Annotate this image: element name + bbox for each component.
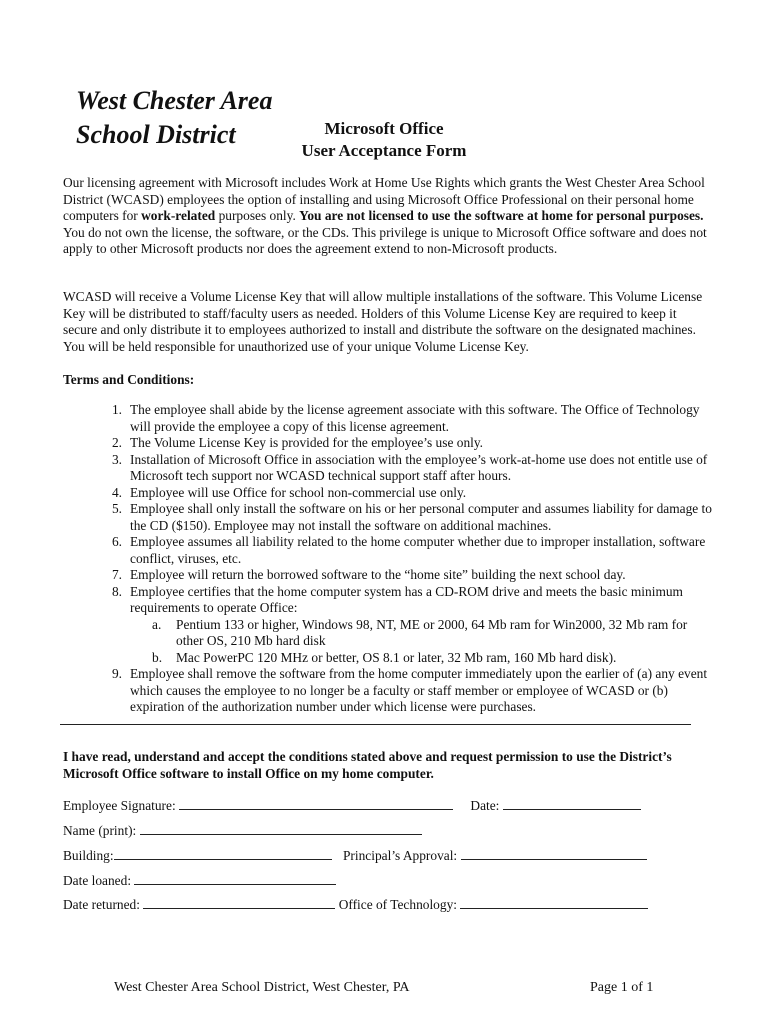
date-returned-row	[63, 896, 648, 913]
term-number: 8.	[111, 583, 122, 599]
term-number: 5.	[111, 501, 122, 516]
footer-page-number: Page 1 of 1	[590, 980, 654, 995]
principal-approval-field[interactable]	[461, 847, 647, 860]
terms-list	[96, 402, 716, 716]
intro-text: You do not own the license, the software, or the CDs. This privilege is unique to Microsoft Office software and does not apply to other Microsoft products nor does the agreement extend to non-Microsoft products.	[63, 224, 707, 256]
term-text: Employee certifies that the home computer system has a CD-ROM drive and meets the basic minimum requirements to operate Office:	[130, 583, 683, 615]
building-field[interactable]	[114, 847, 332, 860]
name-print-field[interactable]	[140, 822, 422, 835]
term-item	[96, 584, 716, 617]
term-item	[96, 666, 716, 716]
intro-paragraph-2: WCASD will receive a Volume License Key that will allow multiple installations of the software. This Volume License Key will be distributed to staff/faculty users as needed. Holders of this Volume License Key are required to keep it secure and only distribute it to employees authorized to install and distribute the software on the designated machines. You will be held responsible for unauthorized use of your unique Volume License Key.	[63, 289, 703, 354]
office-of-technology-field[interactable]	[460, 896, 648, 909]
intro-text: Our licensing agreement with Microsoft includes Work at Home Use Rights which grants the West Chester Area School District (WCASD) employees the option of installing and using Microsoft Office Professional on their personal home computers for	[63, 175, 705, 223]
terms-heading: Terms and Conditions:	[63, 372, 195, 387]
date-loaned-label: Date loaned:	[63, 873, 132, 888]
employee-signature-field[interactable]	[179, 797, 453, 810]
term-sub-number: a.	[152, 616, 162, 632]
term-item	[96, 567, 716, 584]
office-of-technology-label: Office of Technology:	[338, 897, 457, 912]
intro-warning: You are not licensed to use the software at home for personal purposes.	[299, 208, 704, 223]
term-text: Installation of Microsoft Office in association with the employee’s work-at-home use does not entitle use of Microsoft tech support nor WCASD technical support staff after hours.	[130, 451, 708, 483]
logo-line-2: School District	[76, 120, 236, 149]
building-row	[63, 847, 647, 864]
principal-approval-label: Principal’s Approval:	[342, 848, 458, 863]
term-text: Employee will use Office for school non-commercial use only.	[130, 484, 467, 500]
form-title-line-1: Microsoft Office	[324, 119, 444, 138]
term-sub-number: b.	[152, 649, 163, 665]
footer-district: West Chester Area School District, West Chester, PA	[114, 980, 410, 995]
term-sub-text: Mac PowerPC 120 MHz or better, OS 8.1 or later, 32 Mb ram, 160 Mb hard disk).	[176, 649, 617, 665]
term-number: 2.	[111, 435, 122, 450]
term-item	[96, 501, 716, 534]
form-title-line-2: User Acceptance Form	[301, 141, 467, 160]
employee-signature-label: Employee Signature:	[63, 798, 176, 813]
term-item	[96, 402, 716, 435]
term-text: The employee shall abide by the license agreement associate with this software. The Office of Technology will provide the employee a copy of this license agreement.	[130, 402, 700, 434]
signature-row	[63, 797, 641, 814]
section-divider	[60, 724, 691, 725]
intro-text: purposes only.	[215, 208, 300, 223]
term-sub-item	[96, 650, 716, 667]
date-returned-field[interactable]	[143, 896, 335, 909]
term-item	[96, 435, 716, 452]
date-loaned-field[interactable]	[134, 872, 336, 885]
form-title	[296, 118, 472, 162]
term-sub-item	[96, 617, 716, 650]
term-number: 1.	[111, 402, 122, 417]
building-label: Building:	[63, 848, 114, 863]
logo-line-1: West Chester Area	[76, 86, 273, 115]
term-number: 6.	[111, 534, 122, 549]
term-sub-text: Pentium 133 or higher, Windows 98, NT, ME or 2000, 64 Mb ram for Win2000, 32 Mb ram for other OS, 210 Mb hard disk	[176, 616, 688, 648]
term-item	[96, 534, 716, 567]
term-text: The Volume License Key is provided for the employee’s use only.	[130, 435, 484, 450]
district-logo	[76, 84, 272, 152]
term-text: Employee shall only install the software on his or her personal computer and assumes liability for damage to the CD ($150). Employee may not install the software on additional machines.	[130, 501, 712, 533]
term-item	[96, 452, 716, 485]
term-number: 3.	[111, 451, 122, 467]
term-item	[96, 485, 716, 502]
name-row	[63, 822, 422, 839]
intro-emphasis: work-related	[141, 208, 216, 223]
date-label: Date:	[470, 798, 500, 813]
date-field[interactable]	[503, 797, 641, 810]
term-text: Employee will return the borrowed software to the “home site” building the next school day.	[130, 567, 626, 582]
term-text: Employee assumes all liability related to the home computer whether due to improper installation, software conflict, viruses, etc.	[130, 534, 706, 566]
intro-paragraph-1	[63, 175, 713, 258]
date-returned-label: Date returned:	[63, 897, 140, 912]
date-loaned-row	[63, 872, 336, 889]
agreement-statement: I have read, understand and accept the conditions stated above and request permission to use the District’s Microsoft Office software to install Office on my home computer.	[63, 749, 672, 781]
term-number: 9.	[111, 666, 122, 681]
term-number: 7.	[111, 567, 122, 582]
term-text: Employee shall remove the software from the home computer immediately upon the earlier of (a) any event which causes the employee to no longer be a faculty or staff member or employee of WCASD or (b) expiration of the authorization number under which license were purchases.	[130, 666, 708, 714]
name-print-label: Name (print):	[63, 823, 137, 838]
term-number: 4.	[111, 484, 122, 500]
